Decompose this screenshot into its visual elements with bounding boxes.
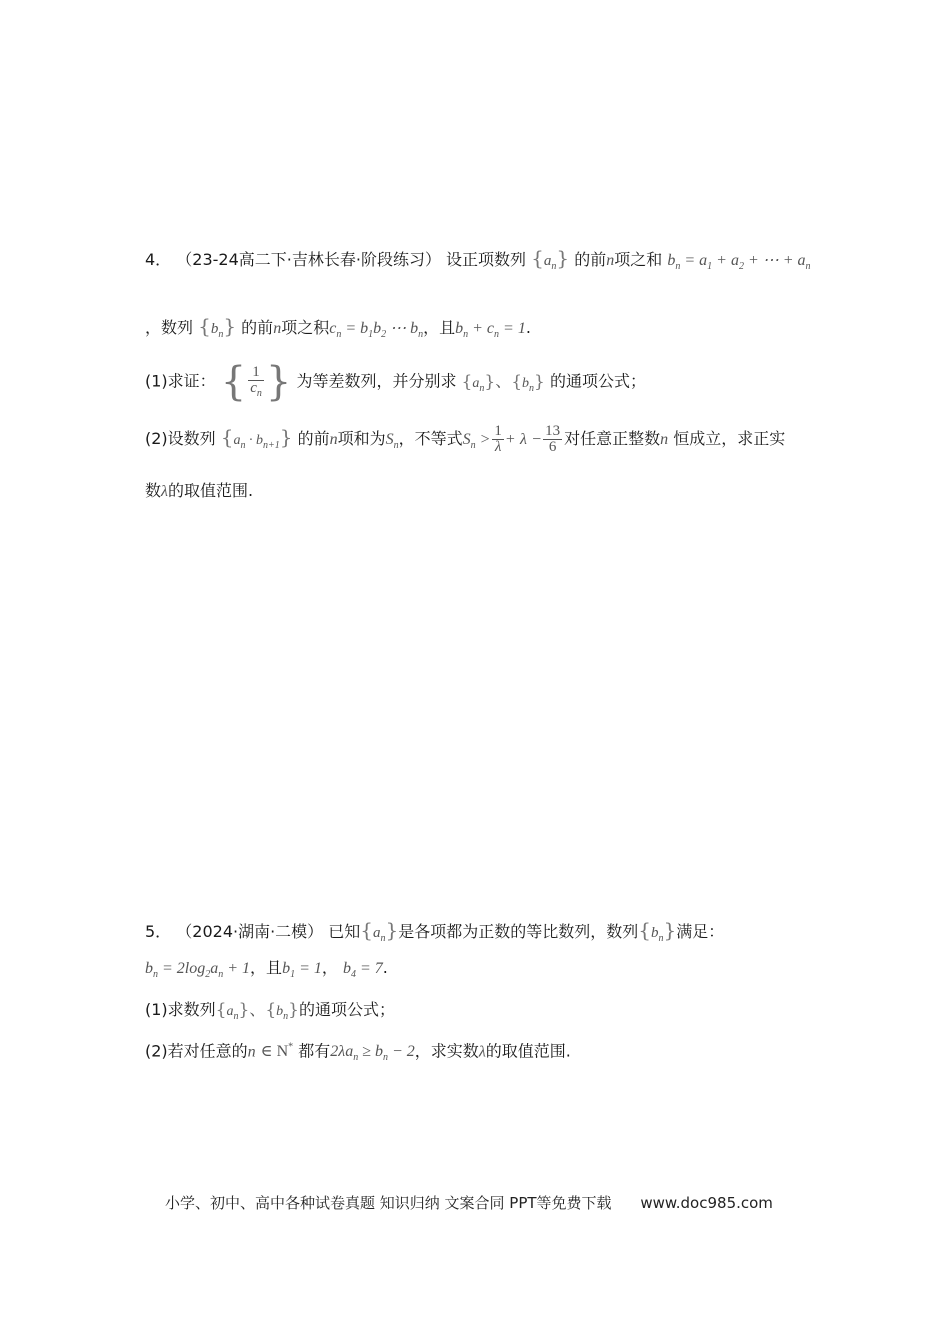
q4-text: ，数列 [145, 318, 194, 337]
q4-part1: (1)求证： { $\frac{1}{c_n}$ } 为等差数列，并分别求 $\{a_n\}$、$\{b_n\}$ 的通项公式； [145, 359, 646, 405]
q5-text: ，且 [250, 958, 283, 977]
q5-text: (2)若对任意的 [145, 1041, 248, 1061]
q4-text: ，不等式 [398, 429, 463, 448]
formula-bn-sum: $b_n = a_1 + a_2$ + ⋯ + $a_n$ [667, 252, 811, 273]
q4-text: 项之积 [281, 318, 330, 337]
q4-line2: ，数列 $\{b_n\}$ 的前n项之积$c_n = b_1b_2$ ⋯ $b_n$，且$b_n + c_n = 1$. [145, 314, 531, 341]
q4-text: 的前 [574, 250, 607, 269]
q4-text: 项之和 [614, 250, 663, 269]
formula-cn-product: $c_n = b_1b_2$ ⋯ $b_n$ [329, 320, 424, 341]
formula-an-bn1-set: $\{a_n \cdot b_{n+1}\}$ [220, 425, 293, 451]
q5-text: 已知 [328, 922, 361, 941]
q5-text: 是各项都为正数的等比数列，数列 [398, 922, 639, 941]
formula-bn-set: $\{b_n\}$ [198, 314, 237, 340]
formula-one-over-cn: $\frac{1}{c_n}$ [250, 364, 262, 399]
q4-text: 恒成立，求正实 [673, 429, 786, 448]
q4-text: ，且 [423, 318, 456, 337]
q4-part2-cont: 数λ的取值范围. [145, 481, 254, 500]
q5-number: 5． [145, 922, 172, 941]
q4-text: (2)设数列 [145, 429, 216, 448]
page-footer [165, 1192, 773, 1213]
q4-text: 项和为 [337, 429, 386, 448]
q5-source: （2024·湖南·二模） [176, 922, 324, 941]
q5-text: 满足： [676, 922, 725, 941]
q5-part1: (1)求数列$\{a_n\}$、$\{b_n\}$的通项公式； [145, 1000, 396, 1022]
q4-text: 为等差数列，并分别求 [296, 371, 457, 391]
q4-text: 的取值范围. [167, 481, 254, 500]
q5-part2: (2)若对任意的n ∈ N* 都有$2\lambda a_n \ge b_n - 2$，求实数λ的取值范围. [145, 1041, 571, 1064]
q4-text: 设正项数列 [446, 250, 527, 269]
q5-text: 的通项公式； [299, 1000, 396, 1019]
q4-text: 的前 [241, 318, 274, 337]
formula-an-set: $\{a_n\}$ [531, 246, 570, 272]
q4-line1: 4． （23-24高二下·吉林长春·阶段练习） 设正项数列 $\{a_n\}$ 的前n项之和 $b_n = a_1 + a_2$ + ⋯ + $a_n$ [145, 246, 811, 273]
q5-line2: $b_n = 2\log_2a_n + 1$，且$b_1 = 1$， $b_4 = 7$. [145, 958, 388, 981]
q5-text: 都有 [298, 1041, 331, 1061]
q4-text: (1)求证： [145, 371, 216, 391]
q5-text: 的取值范围. [485, 1041, 571, 1061]
q4-text: 的通项公式； [549, 371, 646, 391]
q4-text: 的前 [297, 429, 330, 448]
formula-q5-inequality: $2\lambda a_n \ge b_n - 2$ [330, 1043, 415, 1064]
q5-line1: 5． （2024·湖南·二模） 已知$\{a_n\}$是各项都为正数的等比数列，数列$\{b_n\}$满足： [145, 918, 725, 944]
q5-text: . [382, 958, 388, 977]
q5-text: ， [321, 958, 338, 977]
footer-text: 小学、初中、高中各种试卷真题 知识归纳 文案合同 PPT等免费下载 [165, 1194, 612, 1212]
footer-url[interactable]: www.doc985.com [640, 1194, 773, 1212]
q4-source: （23-24高二下·吉林长春·阶段练习） [176, 250, 441, 269]
formula-bn-log: $b_n = 2\log_2a_n + 1$ [145, 960, 251, 981]
q4-number: 4． [145, 250, 172, 269]
q4-text: 对任意正整数 [564, 429, 661, 448]
q5-text: (1)求数列 [145, 1000, 216, 1019]
q4-text: . [525, 318, 531, 337]
q5-text: ，求实数 [414, 1041, 479, 1061]
formula-inequality: $S_n$ > [462, 431, 491, 452]
q4-part2: (2)设数列 $\{a_n \cdot b_{n+1}\}$ 的前n项和为$S_n$，不等式$S_n$ > $\frac{1}{\lambda}$ + λ − $\frac{13}{6}$ 对任意正整数n 恒成立，求正实 [145, 423, 786, 455]
formula-bn-plus-cn: $b_n + c_n = 1$ [455, 320, 526, 341]
q4-text: 数 [145, 481, 162, 500]
